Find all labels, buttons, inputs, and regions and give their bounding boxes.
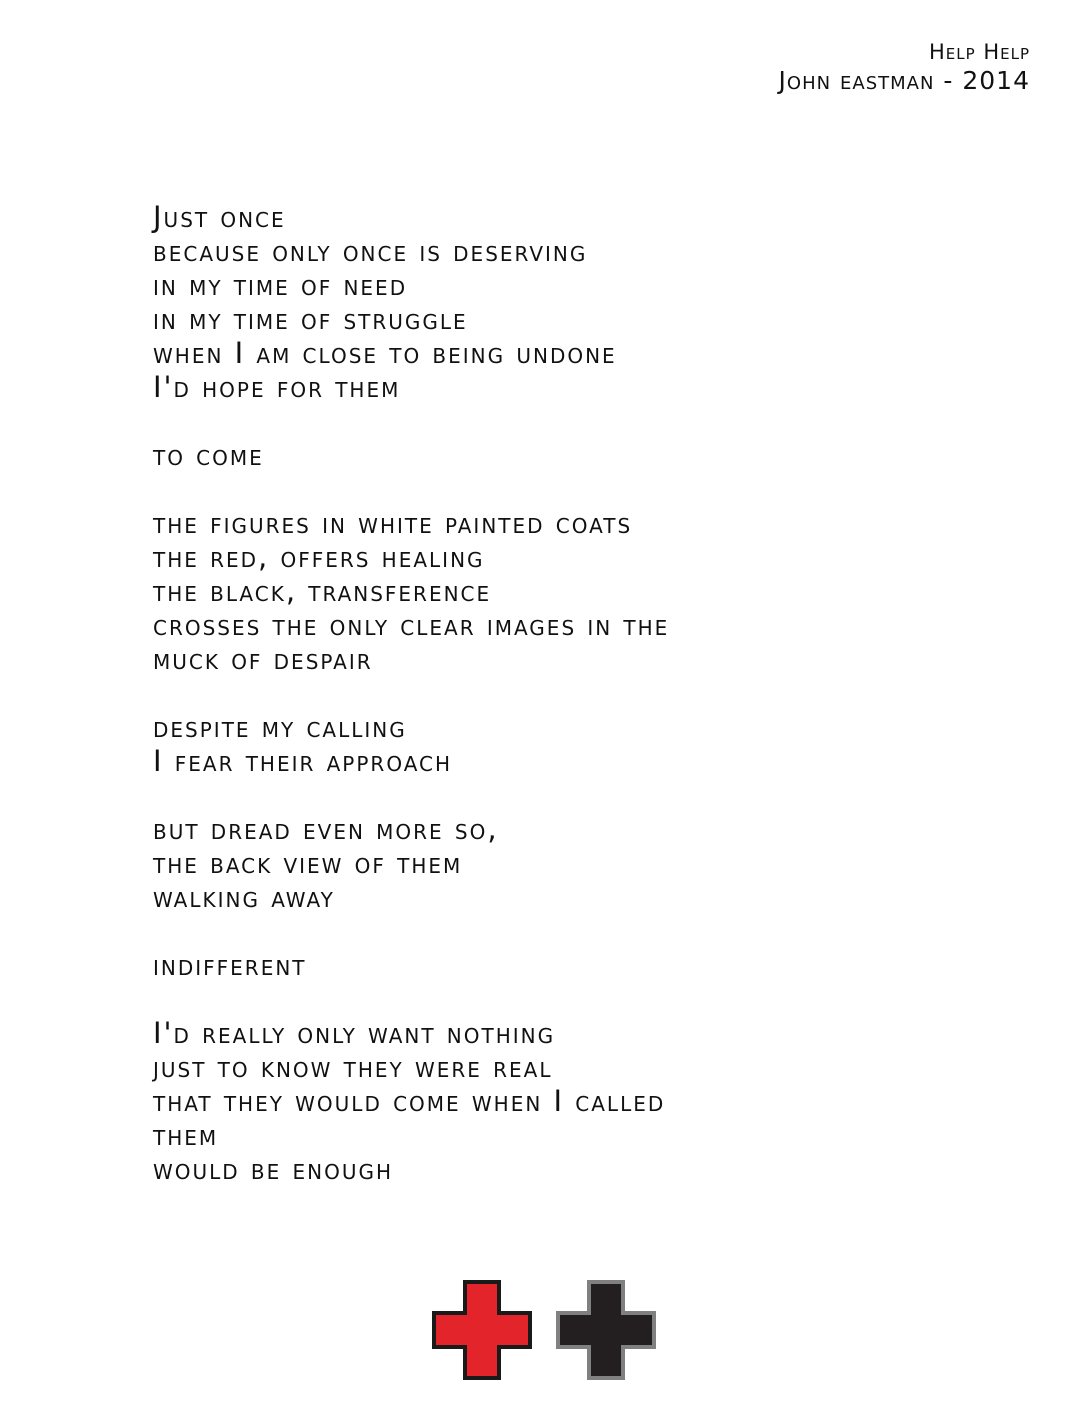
- stanza: [153, 438, 973, 472]
- poem-body: [153, 200, 973, 1220]
- poem-line: muck of despair: [153, 642, 373, 676]
- poem-line: indifferent: [153, 948, 307, 982]
- poem-line: in my time of need: [153, 268, 408, 302]
- poem-line: I fear their approach: [153, 744, 453, 778]
- poem-header: [779, 38, 1030, 96]
- poem-line: when I am close to being undone: [153, 336, 617, 370]
- poem-line: just to know they were real: [153, 1050, 553, 1084]
- poem-line: in my time of struggle: [153, 302, 468, 336]
- poem-line: because only once is deserving: [153, 234, 588, 268]
- poem-line: but dread even more so,: [153, 812, 499, 846]
- stanza: [153, 812, 973, 914]
- poem-line: I'd hope for them: [153, 370, 401, 404]
- poem-line: crosses the only clear images in the: [153, 608, 670, 642]
- poem-line: the black, transference: [153, 574, 492, 608]
- red-cross-icon: [432, 1280, 532, 1380]
- poem-line: them: [153, 1118, 219, 1152]
- stanza: [153, 948, 973, 982]
- crosses-graphic: [432, 1280, 662, 1380]
- poem-line: to come: [153, 438, 264, 472]
- poem-line: would be enough: [153, 1152, 394, 1186]
- stanza: [153, 506, 973, 676]
- black-cross-icon: [556, 1280, 656, 1380]
- poem-line: despite my calling: [153, 710, 407, 744]
- stanza: [153, 710, 973, 778]
- poem-line: the back view of them: [153, 846, 463, 880]
- poem-line: the figures in white painted coats: [153, 506, 633, 540]
- poem-line: Just once: [153, 200, 286, 234]
- poem-line: the red, offers healing: [153, 540, 485, 574]
- poem-line: I'd really only want nothing: [153, 1016, 556, 1050]
- poem-title: Help Help: [928, 40, 1030, 64]
- poem-author-byline: John eastman - 2014: [778, 66, 1030, 95]
- stanza: [153, 200, 973, 404]
- stanza: [153, 1016, 973, 1186]
- poem-line: walking away: [153, 880, 335, 914]
- poem-line: that they would come when I called: [153, 1084, 666, 1118]
